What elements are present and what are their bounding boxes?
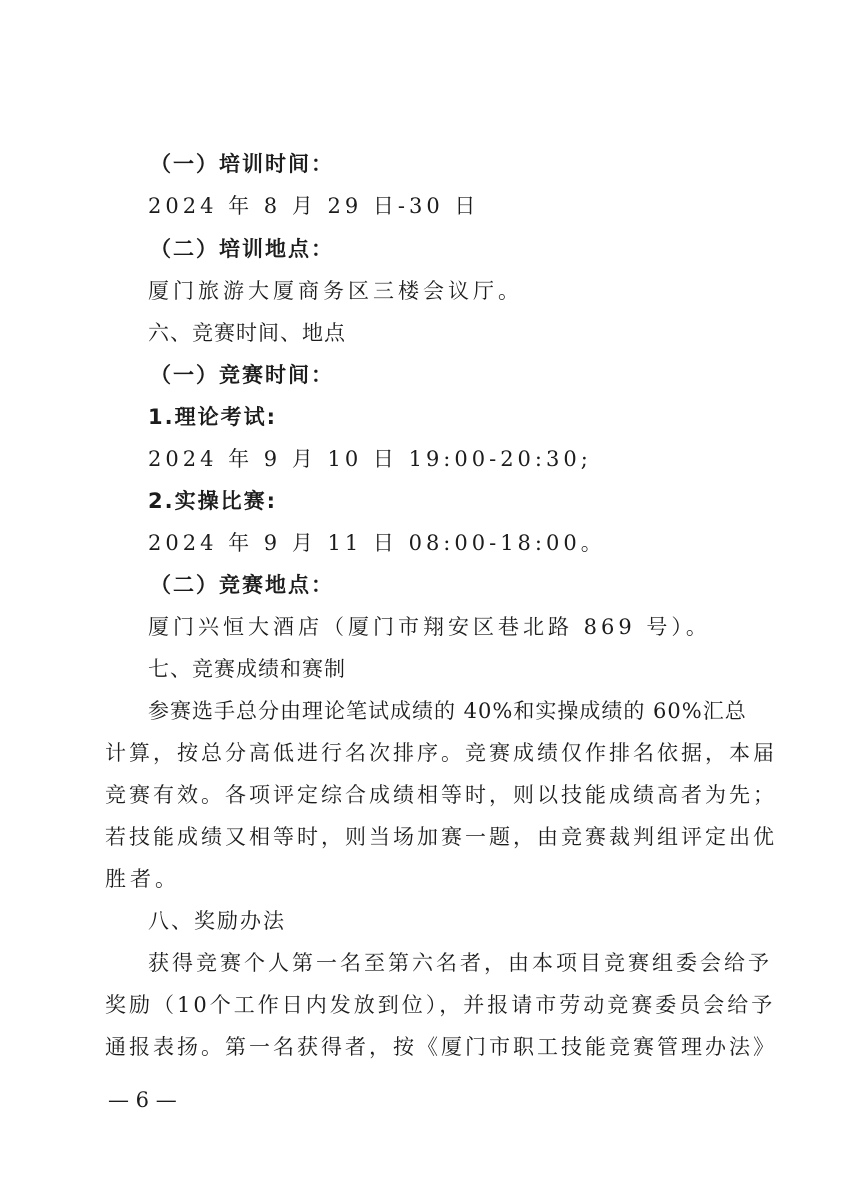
paragraph-scoring-line-2: 计算，按总分高低进行名次排序。竞赛成绩仅作排名依据，本届 (105, 741, 777, 765)
training-date: 2024 年 8 月 29 日-30 日 (148, 194, 480, 218)
subheading-training-time: （一）培训时间： (150, 152, 334, 176)
paragraph-scoring-line-4: 若技能成绩又相等时，则当场加赛一题，由竞赛裁判组评定出优 (105, 825, 777, 849)
item-theory-exam: 1.理论考试: (148, 405, 277, 429)
subheading-competition-location: （二）竞赛地点： (150, 573, 334, 597)
paragraph-awards-line-3: 通报表扬。第一名获得者，按《厦门市职工技能竞赛管理办法》 (105, 1035, 777, 1059)
practical-exam-time: 2024 年 9 月 11 日 08:00-18:00。 (148, 531, 606, 555)
section-heading-8: 八、奖励办法 (148, 909, 286, 933)
section-heading-6: 六、竞赛时间、地点 (148, 321, 346, 345)
page-number: — 6 — (108, 1088, 177, 1112)
theory-exam-time: 2024 年 9 月 10 日 19:00-20:30; (148, 447, 592, 471)
training-location: 厦门旅游大厦商务区三楼会议厅。 (148, 279, 523, 303)
paragraph-scoring-line-3: 竞赛有效。各项评定综合成绩相等时，则以技能成绩高者为先； (105, 783, 777, 807)
paragraph-awards-line-2: 奖励（10个工作日内发放到位），并报请市劳动竞赛委员会给予 (105, 993, 776, 1017)
competition-location: 厦门兴恒大酒店（厦门市翔安区巷北路 869 号）。 (148, 615, 711, 639)
paragraph-scoring-line-1: 参赛选手总分由理论笔试成绩的 40%和实操成绩的 60%汇总 (148, 699, 747, 723)
paragraph-awards-line-1: 获得竞赛个人第一名至第六名者，由本项目竞赛组委会给予 (148, 951, 772, 975)
section-heading-7: 七、竞赛成绩和赛制 (148, 657, 346, 681)
item-practical-exam: 2.实操比赛: (148, 489, 277, 513)
subheading-training-location: （二）培训地点： (150, 237, 334, 261)
paragraph-scoring-line-5: 胜者。 (105, 867, 180, 891)
subheading-competition-time: （一）竞赛时间： (150, 363, 334, 387)
